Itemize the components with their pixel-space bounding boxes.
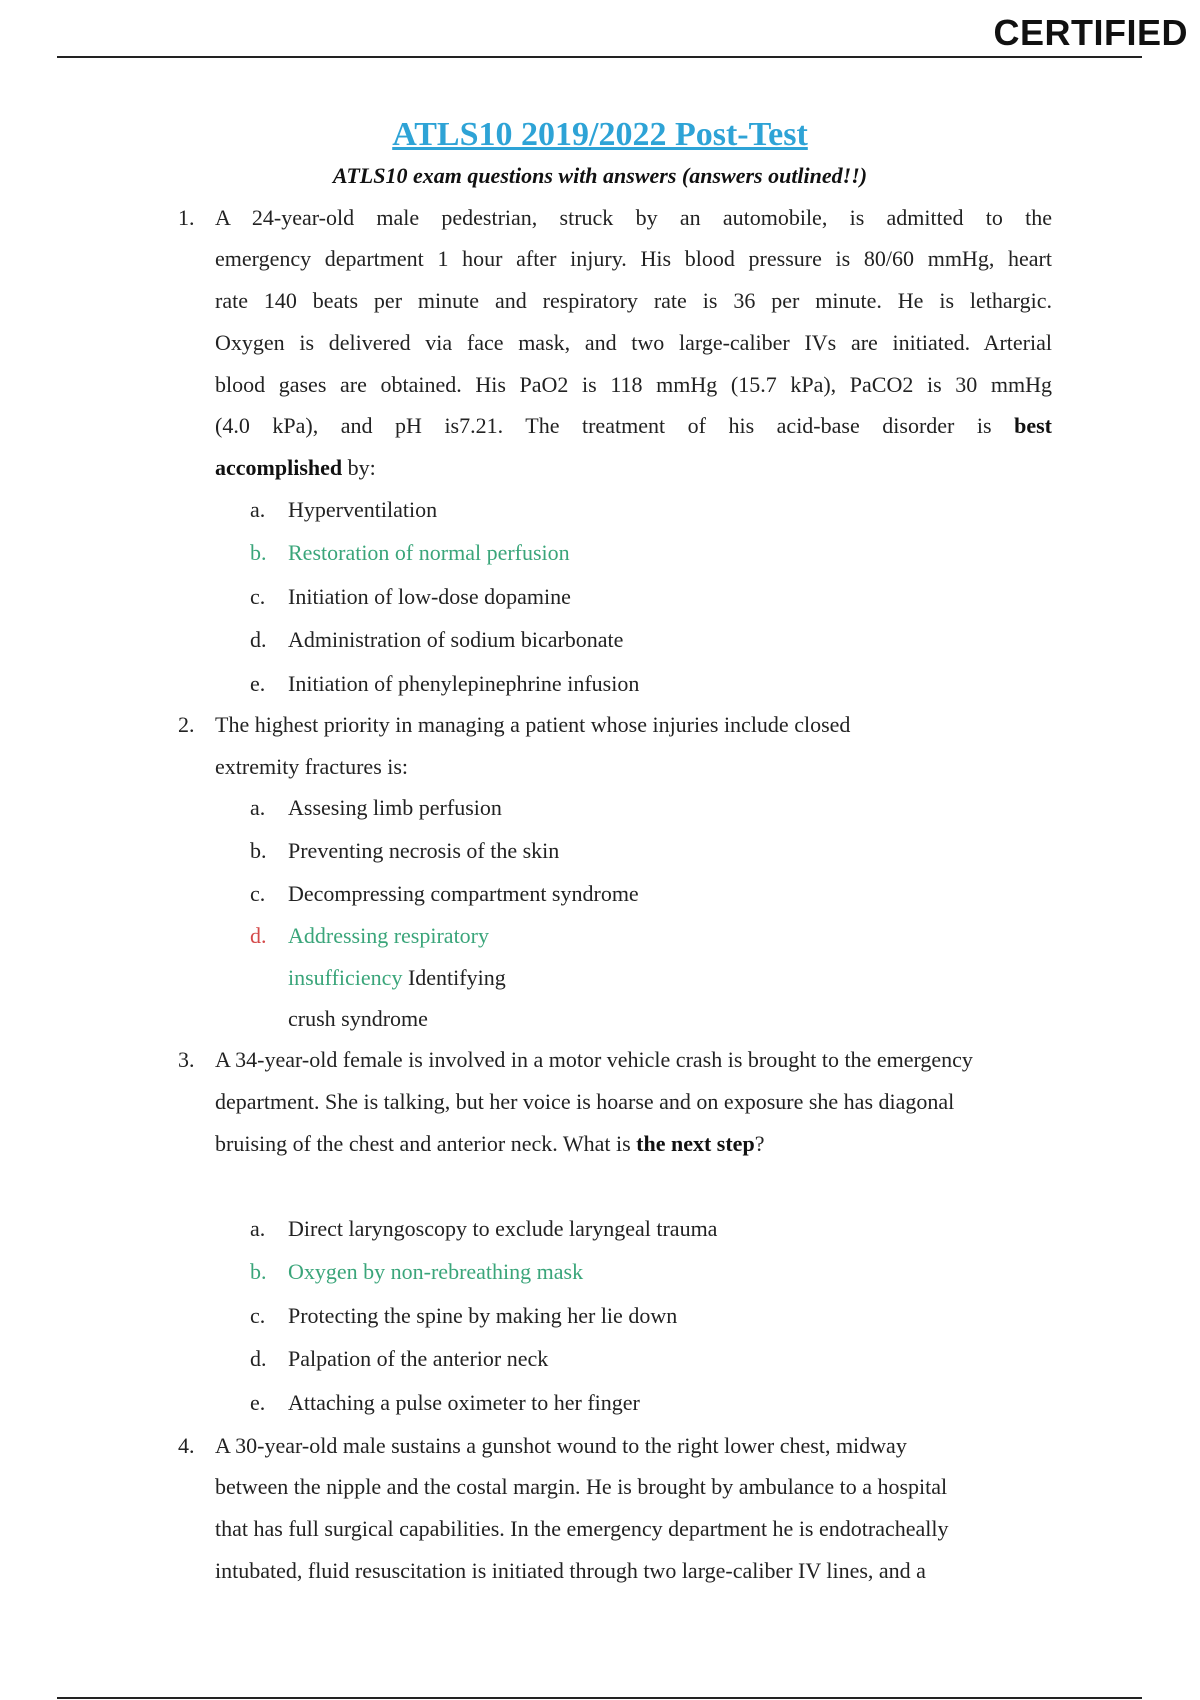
- option-label: a.: [250, 497, 266, 522]
- option-text: Direct laryngoscopy to exclude laryngeal trauma: [288, 1216, 718, 1241]
- question-number: 1.: [178, 205, 195, 230]
- option-label: e.: [250, 671, 266, 696]
- header-divider: [57, 56, 1142, 58]
- question-text-line: Oxygen is delivered via face mask, and two large-caliber IVs are initiated. Arterial: [215, 330, 1052, 355]
- question-text-line: A 24-year-old male pedestrian, struck by an automobile, is admitted to the: [215, 205, 1052, 230]
- question-text: (4.0 kPa), and pH is7.21. The treatment of his acid-base disorder is: [215, 413, 992, 438]
- question-text: ?: [754, 1131, 765, 1156]
- option-label: a.: [250, 795, 266, 820]
- option-label: c.: [250, 1303, 266, 1328]
- question-number: 3.: [178, 1047, 195, 1072]
- option-label: e.: [250, 1390, 266, 1415]
- question-text-line: A 34-year-old female is involved in a motor vehicle crash is brought to the emergency: [215, 1047, 973, 1072]
- option-text: Initiation of low-dose dopamine: [288, 584, 571, 609]
- option-label: d.: [250, 923, 267, 948]
- question-text-line: between the nipple and the costal margin. He is brought by ambulance to a hospital: [215, 1474, 948, 1499]
- option-label: a.: [250, 1216, 266, 1241]
- option-label: c.: [250, 584, 266, 609]
- question-text-line: [215, 413, 1052, 439]
- option-text: Preventing necrosis of the skin: [288, 838, 560, 863]
- question-text-line: A 30-year-old male sustains a gunshot wound to the right lower chest, midway: [215, 1433, 907, 1458]
- emphasis-text: the next step: [636, 1131, 755, 1156]
- option-continuation: [288, 965, 506, 991]
- question-number: 4.: [178, 1433, 195, 1458]
- option-label: c.: [250, 881, 266, 906]
- emphasis-text: accomplished: [215, 455, 343, 480]
- option-text: Hyperventilation: [288, 497, 438, 522]
- footer-divider: [57, 1697, 1142, 1699]
- certified-badge: CERTIFIED: [993, 12, 1188, 53]
- question-text-line: extremity fractures is:: [215, 754, 409, 779]
- question-text: bruising of the chest and anterior neck. What is: [215, 1131, 637, 1156]
- question-text-line: that has full surgical capabilities. In the emergency department he is endotracheally: [215, 1516, 949, 1541]
- question-text-line: intubated, fluid resuscitation is initiated through two large-caliber IV lines, and a: [215, 1558, 926, 1583]
- question-text-line: rate 140 beats per minute and respiratory rate is 36 per minute. He is lethargic.: [215, 288, 1052, 313]
- option-text: Assesing limb perfusion: [288, 795, 502, 820]
- option-label: b.: [250, 1259, 267, 1284]
- option-text: Restoration of normal perfusion: [288, 540, 570, 565]
- question-text-line: department. She is talking, but her voice is hoarse and on exposure she has diagonal: [215, 1089, 955, 1114]
- option-label: b.: [250, 838, 267, 863]
- option-text: Administration of sodium bicarbonate: [288, 627, 624, 652]
- option-continuation: crush syndrome: [288, 1006, 428, 1031]
- emphasis-text: best: [1014, 413, 1053, 438]
- option-label: d.: [250, 627, 267, 652]
- answer-text: insufficiency: [288, 965, 403, 990]
- question-text-line: [215, 455, 376, 481]
- option-text: Initiation of phenylepinephrine infusion: [288, 671, 640, 696]
- question-number: 2.: [178, 712, 195, 737]
- question-text-line: emergency department 1 hour after injury. His blood pressure is 80/60 mmHg, heart: [215, 246, 1052, 271]
- option-text: Oxygen by non-rebreathing mask: [288, 1259, 584, 1284]
- option-text: Palpation of the anterior neck: [288, 1346, 549, 1371]
- option-text: Identifying: [402, 965, 506, 990]
- question-text-line: The highest priority in managing a patient whose injuries include closed: [215, 712, 851, 737]
- question-text-line: blood gases are obtained. His PaO2 is 118 mmHg (15.7 kPa), PaCO2 is 30 mmHg: [215, 372, 1052, 397]
- option-text: Addressing respiratory: [288, 923, 490, 948]
- option-label: d.: [250, 1346, 267, 1371]
- question-text-line: [215, 1131, 764, 1157]
- option-text: Decompressing compartment syndrome: [288, 881, 639, 906]
- option-label: b.: [250, 540, 267, 565]
- option-text: Protecting the spine by making her lie down: [288, 1303, 678, 1328]
- question-text: by:: [342, 455, 376, 480]
- document-title: ATLS10 2019/2022 Post-Test: [392, 116, 808, 153]
- option-text: Attaching a pulse oximeter to her finger: [288, 1390, 640, 1415]
- document-subtitle: ATLS10 exam questions with answers (answers outlined!!): [332, 163, 868, 188]
